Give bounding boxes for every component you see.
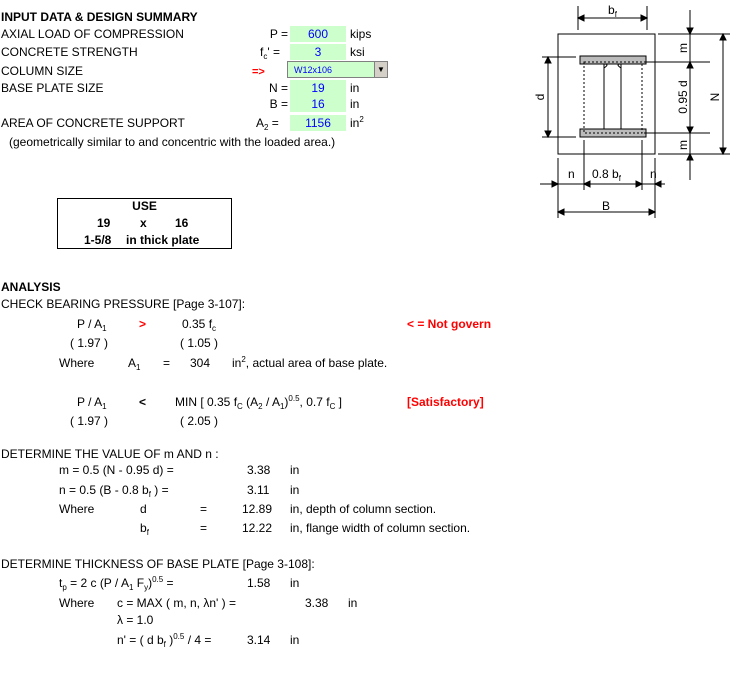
dim-08bf: 0.8 $b_f$ xyxy=(592,167,621,183)
axial-load-input[interactable]: 600 xyxy=(290,26,346,42)
n-symbol: N = xyxy=(268,81,288,95)
column-size-value: W12x106 xyxy=(294,65,333,75)
dim-095d: 0.95 d xyxy=(676,80,690,114)
where-d: Where xyxy=(59,502,95,516)
n-calc-unit: in xyxy=(290,483,300,497)
column-size-select[interactable] xyxy=(287,61,388,78)
area-symbol: $A_2$ = xyxy=(256,116,279,132)
c035-label: 0.35 $f_c$ xyxy=(182,317,217,333)
column-size-label: COLUMN SIZE xyxy=(1,64,84,78)
area-concrete-label: AREA OF CONCRETE SUPPORT xyxy=(1,116,185,130)
dim-n-left: n xyxy=(568,167,575,181)
np-unit: in xyxy=(290,633,300,647)
not-govern-status: < = Not govern xyxy=(407,317,492,331)
base-plate-size-label: BASE PLATE SIZE xyxy=(1,81,104,95)
where-a1: Where xyxy=(59,356,95,370)
bf-eq: = xyxy=(200,521,208,535)
a1-description: $in^2$, actual area of base plate. xyxy=(232,355,388,370)
chevron-down-icon[interactable]: ▼ xyxy=(374,62,387,77)
b-symbol: B = xyxy=(269,97,288,111)
pa1-value: ( 1.97 ) xyxy=(70,336,109,350)
c035-value: ( 1.05 ) xyxy=(180,336,219,350)
where-c: Where xyxy=(59,596,95,610)
base-plate-diagram xyxy=(520,0,744,220)
axial-load-unit: kips xyxy=(350,27,372,41)
bf-description: in, flange width of column section. xyxy=(290,521,471,535)
a1-value: 304 xyxy=(190,356,211,370)
dim-d: d xyxy=(533,93,547,101)
dim-n-right: n xyxy=(650,167,657,181)
c-formula: c = MAX ( m, n, λn' ) = xyxy=(117,596,236,610)
dim-m-top: m xyxy=(676,43,690,53)
m-unit: in xyxy=(290,463,300,477)
area-unit: $in^2$ xyxy=(350,115,364,130)
use-thickness-label: in thick plate xyxy=(126,233,200,247)
d-description: in, depth of column section. xyxy=(290,502,437,516)
d-symbol: d xyxy=(140,502,147,516)
use-title: USE xyxy=(132,199,157,213)
dim-N: N xyxy=(708,92,722,102)
a1-symbol: $A_1$ xyxy=(128,356,141,372)
b-value: 16 xyxy=(290,96,346,112)
a1-eq: = xyxy=(163,356,171,370)
use-thickness: 1-5/8 xyxy=(84,233,112,247)
lt-sign: < xyxy=(139,395,147,409)
analysis-heading: ANALYSIS xyxy=(1,280,61,294)
use-b: 16 xyxy=(175,216,189,230)
bearing-heading: CHECK BEARING PRESSURE [Page 3-107]: xyxy=(1,297,246,311)
dim-B: B xyxy=(602,199,611,213)
tp-value: 1.58 xyxy=(247,576,271,590)
concrete-strength-unit: ksi xyxy=(350,45,365,59)
thickness-heading: DETERMINE THICKNESS OF BASE PLATE [Page 3-108]: xyxy=(1,557,315,571)
dim-m-bottom: m xyxy=(676,140,690,150)
m-formula: m = 0.5 (N - 0.95 d) = xyxy=(59,463,174,477)
np-value: 3.14 xyxy=(247,633,271,647)
m-value: 3.38 xyxy=(247,463,271,477)
b-unit: in xyxy=(350,97,360,111)
n-formula: n = 0.5 (B - 0.8 $b_f$ ) = xyxy=(59,483,169,499)
d-eq: = xyxy=(200,502,208,516)
n-unit: in xyxy=(350,81,360,95)
c-unit: in xyxy=(348,596,358,610)
concrete-strength-symbol: $f_c'$ = xyxy=(260,45,280,61)
bf-value: 12.22 xyxy=(242,521,273,535)
n-value: 19 xyxy=(290,80,346,96)
tp-unit: in xyxy=(290,576,300,590)
pa1b-label: P / $A_1$ xyxy=(77,395,107,411)
satisfactory-status: [Satisfactory] xyxy=(407,395,484,409)
d-value: 12.89 xyxy=(242,502,273,516)
input-heading: INPUT DATA & DESIGN SUMMARY xyxy=(1,10,198,24)
tp-formula: $t_p = 2$ c ($P / A_1$ $F_y)^{0.5}$ = xyxy=(59,575,174,592)
pa1b-value: ( 1.97 ) xyxy=(70,414,109,428)
axial-load-symbol: P = xyxy=(269,27,288,41)
n-calc-value: 3.11 xyxy=(247,483,270,497)
lambda-value: λ = 1.0 xyxy=(117,613,154,627)
min-value: ( 2.05 ) xyxy=(180,414,219,428)
column-size-arrow: => xyxy=(252,66,265,78)
min-formula: MIN [ 0.35 $f_C$ $(A_2 / A_1)^{0.5}$, 0.7 $f_C$ ] xyxy=(175,394,343,411)
bf-symbol: $b_f$ xyxy=(140,521,149,537)
c-value: 3.38 xyxy=(305,596,329,610)
use-x: x xyxy=(140,216,147,230)
area-note: (geometrically similar to and concentric with the loaded area.) xyxy=(9,135,336,149)
np-formula: n' = ( d $b_f$ )$^{0.5}$ / 4 = xyxy=(117,632,212,649)
pa1-label: P / $A_1$ xyxy=(77,317,107,333)
gt-sign: > xyxy=(139,317,147,331)
mn-heading: DETERMINE THE VALUE OF m AND n : xyxy=(1,447,219,461)
concrete-strength-input[interactable]: 3 xyxy=(290,44,346,60)
concrete-strength-label: CONCRETE STRENGTH xyxy=(1,45,138,59)
area-concrete-input[interactable]: 1156 xyxy=(290,115,346,131)
axial-load-label: AXIAL LOAD OF COMPRESSION xyxy=(1,27,184,41)
use-n: 19 xyxy=(97,216,111,230)
dim-bf-label: $b_f$ xyxy=(608,3,617,19)
